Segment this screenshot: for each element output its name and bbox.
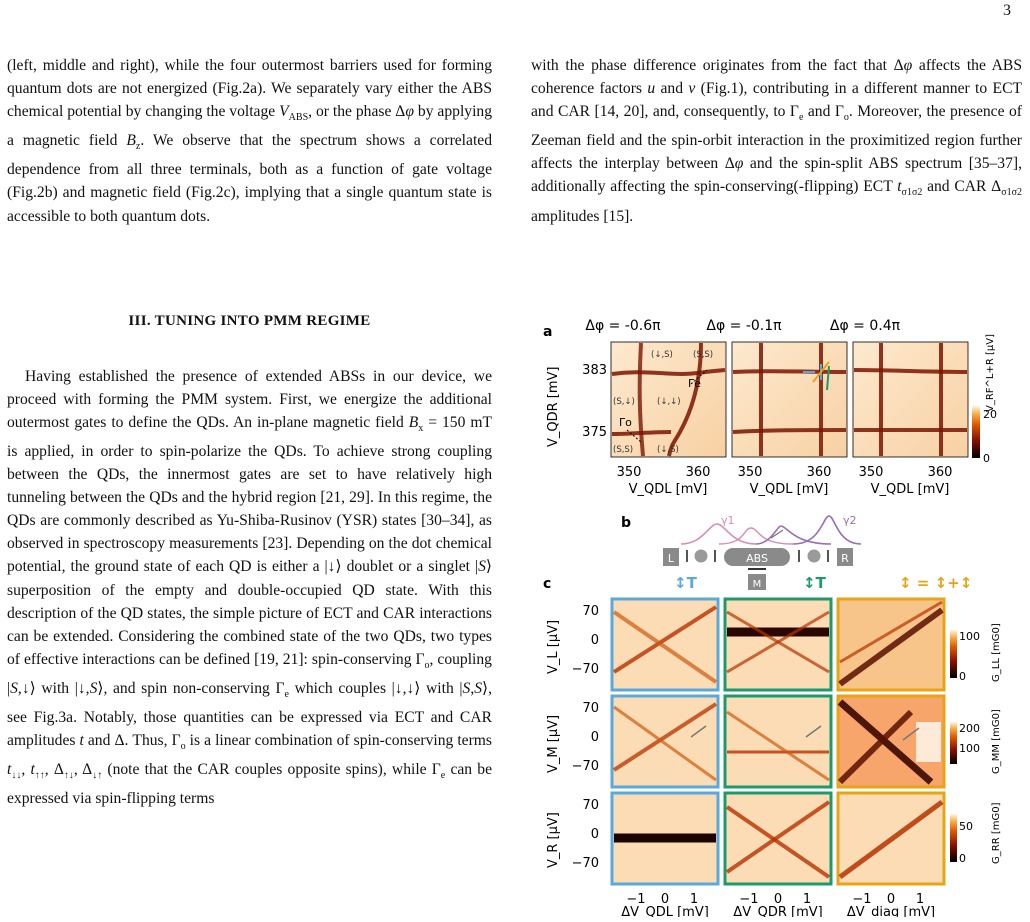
panel-a-map-1 (611, 342, 726, 457)
state-label-2: (S,S) (693, 350, 714, 360)
c-ytick-r3-70: 70 (582, 798, 599, 813)
panel-a-ytick-383: 383 (582, 363, 607, 378)
a-xtick-360-1: 360 (685, 465, 711, 480)
a-xtick-350-2: 350 (737, 465, 763, 480)
a-xtick-350-3: 350 (858, 465, 884, 480)
state-label-5: (S,S) (613, 445, 634, 455)
c-xlabel-3: ΔV_diag [mV] (846, 905, 936, 917)
gamma2-label: γ2 (843, 514, 857, 527)
c-cbar2-tick-200: 200 (959, 722, 980, 735)
a-xtick-350-1: 350 (616, 465, 642, 480)
c-ytick-r3-m70: −70 (571, 856, 599, 871)
state-label-3: (S,↓) (613, 397, 635, 407)
gamma-e-label: Γe (688, 377, 701, 390)
c-xtick-1a: −1 (626, 892, 646, 907)
panel-c-label: c (543, 576, 552, 592)
abs-label: ABS (746, 552, 768, 565)
c-cbar3-tick-50: 50 (959, 820, 973, 833)
c-cbar1-tick-0: 0 (959, 670, 966, 683)
panel-c-colorbars (950, 623, 1002, 865)
panel-a-ytick-375: 375 (582, 425, 607, 440)
c-ytick-r1-70: 70 (582, 604, 599, 619)
c-xtick-1c: 1 (689, 892, 699, 907)
lead-M-label: M (752, 579, 762, 590)
c-ytick-r2-70: 70 (582, 701, 599, 716)
a-xlabel-3: V_QDL [mV] (870, 482, 950, 497)
c-xtick-3a: −1 (852, 892, 872, 907)
c-cbar1-label: G_LL [mG0] (991, 623, 1002, 682)
state-label-6: (↓,S) (657, 445, 679, 455)
c-cbar2-label: G_MM [mG0] (991, 709, 1002, 774)
panel-a-titles (585, 318, 900, 334)
c-cbar3-label: G_RR [mG0] (991, 802, 1002, 864)
lead-L-label: L (667, 552, 675, 565)
panel-a-colorbar-tick-20: 20 (983, 408, 997, 421)
right-column-top-paragraph: with the phase difference originates from the fact that Δφ affects the ABS coherence factors u and v (Fig.1), contributing in a different manner to ECT and CAR [14, 20], and, consequently, to $\Gamma_e$ and $\Gamma_o$. Moreover, the presence of Zeeman field and the spin-orbit interaction in the proximitized region further affects the interplay between Δφ and the spin-split ABS spectrum [35–37], additionally affecting the spin-conserving(-flipping) ECT $t_{\sigma 1\sigma 2}$ and CAR $\Delta_{\sigma 1\sigma 2}$ amplitudes [15]. (531, 57, 1023, 225)
c-ylabel-VM: V_M [μV] (546, 714, 561, 773)
lead-R-label: R (841, 552, 849, 565)
a-xtick-360-3: 360 (927, 465, 953, 480)
panel-a-label: a (543, 324, 553, 340)
panel-b-label: b (621, 515, 632, 531)
panel-c-column-legends (674, 574, 972, 592)
gamma-o-label: Γo (619, 416, 632, 429)
c-ytick-r3-0: 0 (590, 827, 599, 842)
gamma1-label: γ1 (721, 514, 735, 527)
page-number: 3 (1003, 2, 1011, 19)
c-xlabel-2: ΔV_QDR [mV] (733, 905, 823, 917)
left-column-top-paragraph: (left, middle and right), while the four outermost barriers used for forming quantum dots are not energized (Fig.2a). We separately vary either the ABS chemical potential by changing the voltage $V_{ABS}$, or the phase Δφ by applying a magnetic field $B_z$. We observe that the spectrum shows a correlated dependence from all three terminals, both as a function of gate voltage (Fig.2b) and magnetic field (Fig.2c), implying that a single quantum state is accessible to both quantum dots. (7, 57, 492, 225)
section-heading: III. TUNING INTO PMM REGIME (128, 313, 371, 329)
c-cbar1-tick-100: 100 (959, 630, 980, 643)
c-legend-3: ↕ = ↕+↕ (899, 574, 973, 592)
panel-a-map-3 (853, 342, 968, 457)
panel-a-title-2: Δφ = -0.1π (706, 318, 782, 334)
c-ytick-r1-m70: −70 (571, 662, 599, 677)
figure-3 (531, 312, 1030, 917)
c-xtick-2c: 1 (802, 892, 812, 907)
c-xtick-1b: 0 (660, 892, 670, 907)
c-xtick-3c: 1 (915, 892, 925, 907)
c-xtick-2b: 0 (773, 892, 783, 907)
panel-a-colorbar-tick-0: 0 (983, 452, 990, 465)
c-legend-1: ↕T (674, 574, 697, 592)
panel-c-maps (612, 599, 944, 884)
c-cbar3-tick-0: 0 (959, 852, 966, 865)
left-column-section-text: Having established the presence of extended ABSs in our device, we proceed with forming the PMM system. First, we energize the additional outermost gates to define the QDs. An in-plane magnetic field $B_x = 150$ mT is applied, in order to spin-polarize the QDs. To achieve strong coupling between the QDs, the innermost gates are set to have relatively high tunneling between the QDs and the hybrid region [21, 29]. In this regime, the QDs are commonly described as Yu-Shiba-Rusinov (YSR) states [30–34], as observed in spectroscopy measurements [23]. Depending on the dot chemical potential, the ground state of each QD is either a |↓⟩ doublet or a singlet |S⟩ superposition of the empty and double-occupied QD state. With this description of the QD states, the simple picture of ECT and CAR interactions can be extended. Considering the combined state of the two QDs, two types of effective interactions can be defined [19, 21]: spin-conserving $\Gamma_o$, coupling |S,↓⟩ with |↓,S⟩, and spin non-conserving $\Gamma_e$ which couples |↓,↓⟩ with |S,S⟩, see Fig.3a. Notably, those quantities can be expressed via ECT and CAR amplitudes t and Δ. Thus, $\Gamma_o$ is a linear combination of spin-conserving terms $t_{↓↓}$, $t_{↑↑}$, $\Delta_{↑↓}$, $\Delta_{↓↑}$ (note that the CAR couples opposite spins), while $\Gamma_e$ can be expressed via spin-flipping terms (7, 368, 493, 808)
c-ytick-r2-0: 0 (590, 730, 599, 745)
c-xtick-2a: −1 (739, 892, 759, 907)
c-ylabel-VR: V_R [μV] (546, 812, 561, 868)
a-xlabel-2: V_QDL [mV] (749, 482, 829, 497)
state-label-1: (↓,S) (651, 350, 673, 360)
panel-a-ylabel: V_QDR [mV] (546, 366, 561, 447)
panel-a-title-1: Δφ = -0.6π (585, 318, 661, 334)
c-ylabel-VL: V_L [μV] (546, 619, 561, 674)
panel-a-colorbar (972, 406, 980, 458)
c-legend-2: ↕T (803, 574, 826, 592)
panel-a-map-2 (732, 342, 847, 457)
a-xlabel-1: V_QDL [mV] (628, 482, 708, 497)
c-cbar2-tick-100: 100 (959, 742, 980, 755)
panel-a-colorbar-label: V_RF^L+R [μV] (985, 333, 996, 412)
a-xtick-360-2: 360 (806, 465, 832, 480)
c-ytick-r2-m70: −70 (571, 759, 599, 774)
panel-a-title-3: Δφ = 0.4π (829, 318, 901, 334)
c-ytick-r1-0: 0 (590, 633, 599, 648)
state-label-4: (↓,↓) (657, 397, 681, 407)
c-xtick-3b: 0 (886, 892, 896, 907)
c-xlabel-1: ΔV_QDL [mV] (621, 905, 709, 917)
